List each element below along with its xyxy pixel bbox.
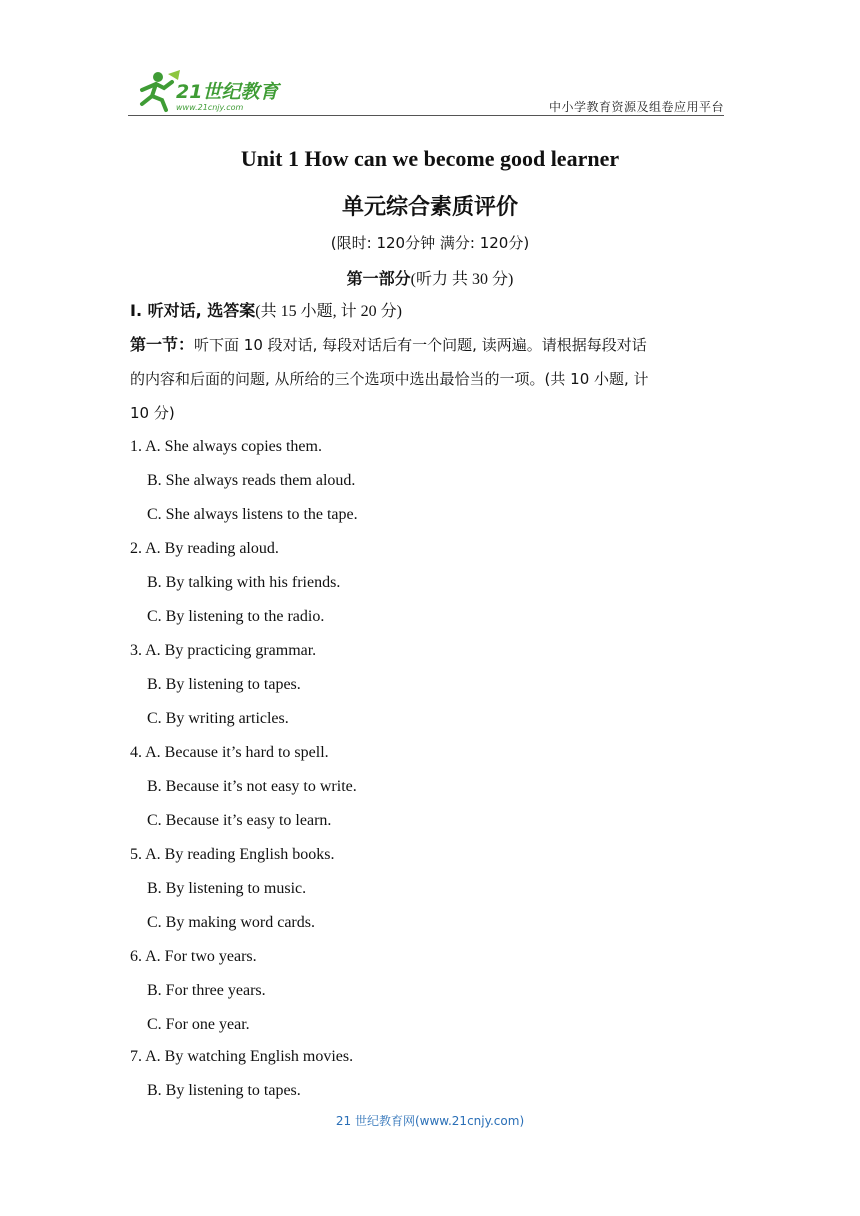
part-detail: (听力 共 30 分) <box>410 271 514 288</box>
question-1-option-b: B. She always reads them aloud. <box>147 472 356 489</box>
question-5-option-c: C. By making word cards. <box>147 914 315 931</box>
page-header <box>128 68 724 118</box>
title-english: Unit 1 How can we become good learner <box>240 146 620 171</box>
section-heading-label: I. 听对话, 选答案 <box>130 301 256 320</box>
section-heading <box>130 294 730 329</box>
part-heading <box>0 266 860 289</box>
page-footer: 21 世纪教育网(www.21cnjy.com) <box>335 1114 525 1128</box>
instruction-text-2: 的内容和后面的问题, 从所给的三个选项中选出最恰当的一项。(共 10 小题, 计 <box>130 370 649 388</box>
header-divider <box>128 115 724 116</box>
question-5-option-a: 5. A. By reading English books. <box>130 846 335 863</box>
logo-21cnjy <box>128 68 298 114</box>
instruction-text-1: 听下面 10 段对话, 每段对话后有一个问题, 读两遍。请根据每段对话 <box>194 336 647 354</box>
instruction-text-3: 10 分) <box>130 404 175 422</box>
question-3-option-b: B. By listening to tapes. <box>147 676 301 693</box>
header-tagline: 中小学教育资源及组卷应用平台 <box>548 100 724 114</box>
logo-url: www.21cnjy.com <box>176 103 244 112</box>
question-2-option-c: C. By listening to the radio. <box>147 608 325 625</box>
question-4-option-b: B. Because it’s not easy to write. <box>147 778 357 795</box>
instruction-line-1 <box>130 328 730 363</box>
runner-icon <box>142 70 180 110</box>
question-5-option-b: B. By listening to music. <box>147 880 307 897</box>
question-4-option-a: 4. A. Because it’s hard to spell. <box>130 744 329 761</box>
title-chinese: 单元综合素质评价 <box>341 195 518 220</box>
instruction-label: 第一节： <box>130 335 195 354</box>
time-info-text: (限时: 120分钟 满分: 120分) <box>330 234 530 252</box>
question-3-option-c: C. By writing articles. <box>147 710 289 727</box>
question-6-option-b: B. For three years. <box>147 982 266 999</box>
part-label: 第一部分 <box>346 269 411 288</box>
question-7-option-a: 7. A. By watching English movies. <box>130 1048 354 1065</box>
instruction-line-3 <box>130 396 730 431</box>
question-6-option-a: 6. A. For two years. <box>130 948 257 965</box>
instruction-line-2 <box>130 362 730 397</box>
question-4-option-c: C. Because it’s easy to learn. <box>147 812 332 829</box>
question-2-option-b: B. By talking with his friends. <box>147 574 341 591</box>
question-1-option-a: 1. A. She always copies them. <box>130 438 322 455</box>
logo-text: 21世纪教育 <box>176 81 279 103</box>
section-heading-detail: (共 15 小题, 计 20 分) <box>255 303 402 320</box>
question-7-option-b: B. By listening to tapes. <box>147 1082 301 1099</box>
question-3-option-a: 3. A. By practicing grammar. <box>130 642 317 659</box>
time-info <box>0 232 860 253</box>
question-6-option-c: C. For one year. <box>147 1016 250 1033</box>
question-1-option-c: C. She always listens to the tape. <box>147 506 358 523</box>
question-2-option-a: 2. A. By reading aloud. <box>130 540 279 557</box>
